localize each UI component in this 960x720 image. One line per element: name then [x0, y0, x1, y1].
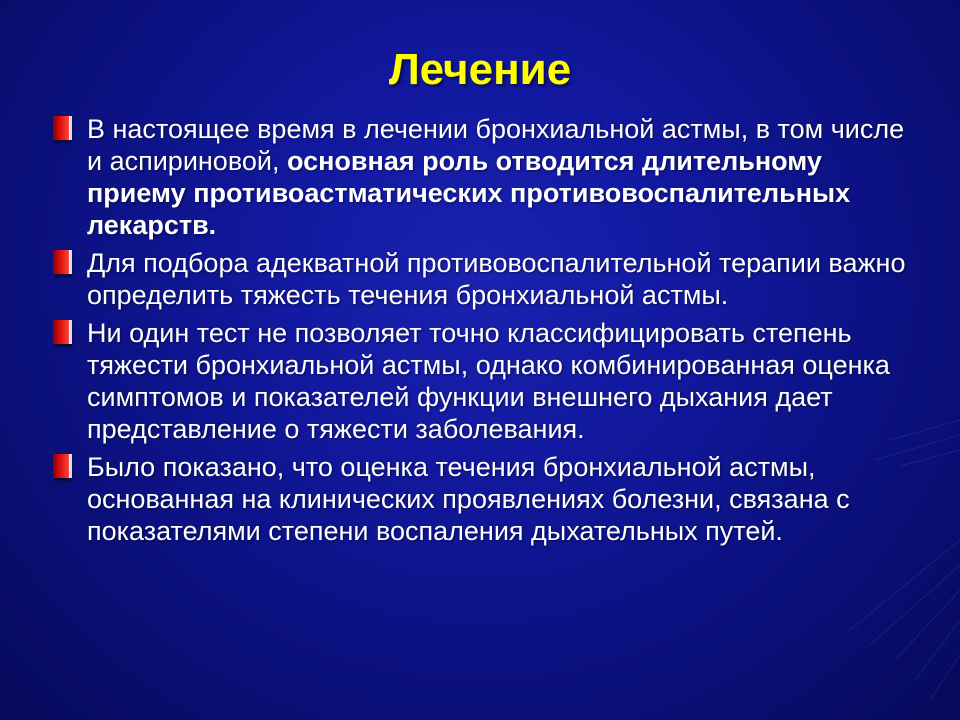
- bullet-text: В настоящее время в лечении бронхиальной астмы, в том числе и аспириновой,: [87, 114, 905, 176]
- bullet-item: [87, 451, 917, 547]
- bullet-marker-icon: [53, 250, 70, 274]
- bullet-item: [87, 113, 917, 241]
- bullet-item: [87, 247, 917, 311]
- bullet-marker-icon: [53, 116, 70, 140]
- bullet-text: Для подбора адекватной противовоспалительной терапии важно определить тяжесть течения бронхиальной астмы.: [87, 248, 906, 310]
- bullet-marker-icon: [53, 320, 70, 344]
- bullet-list: [87, 113, 917, 553]
- bullet-text: Было показано, что оценка течения бронхиальной астмы, основанная на клинических проявлениях болезни, связана с показателями степени воспаления дыхательных путей.: [87, 452, 850, 546]
- bullet-item: [87, 317, 917, 445]
- bullet-bold-text: основная роль отводится длительному приему противоастматических противовоспалительных лекарств.: [87, 146, 851, 240]
- bullet-marker-icon: [53, 454, 70, 478]
- slide-title: Лечение: [388, 45, 572, 94]
- bullet-text: Ни один тест не позволяет точно классифицировать степень тяжести бронхиальной астмы, однако комбинированная оценка симптомов и показателей функции внешнего дыхания дает представление о тяжести заболевания.: [87, 318, 890, 444]
